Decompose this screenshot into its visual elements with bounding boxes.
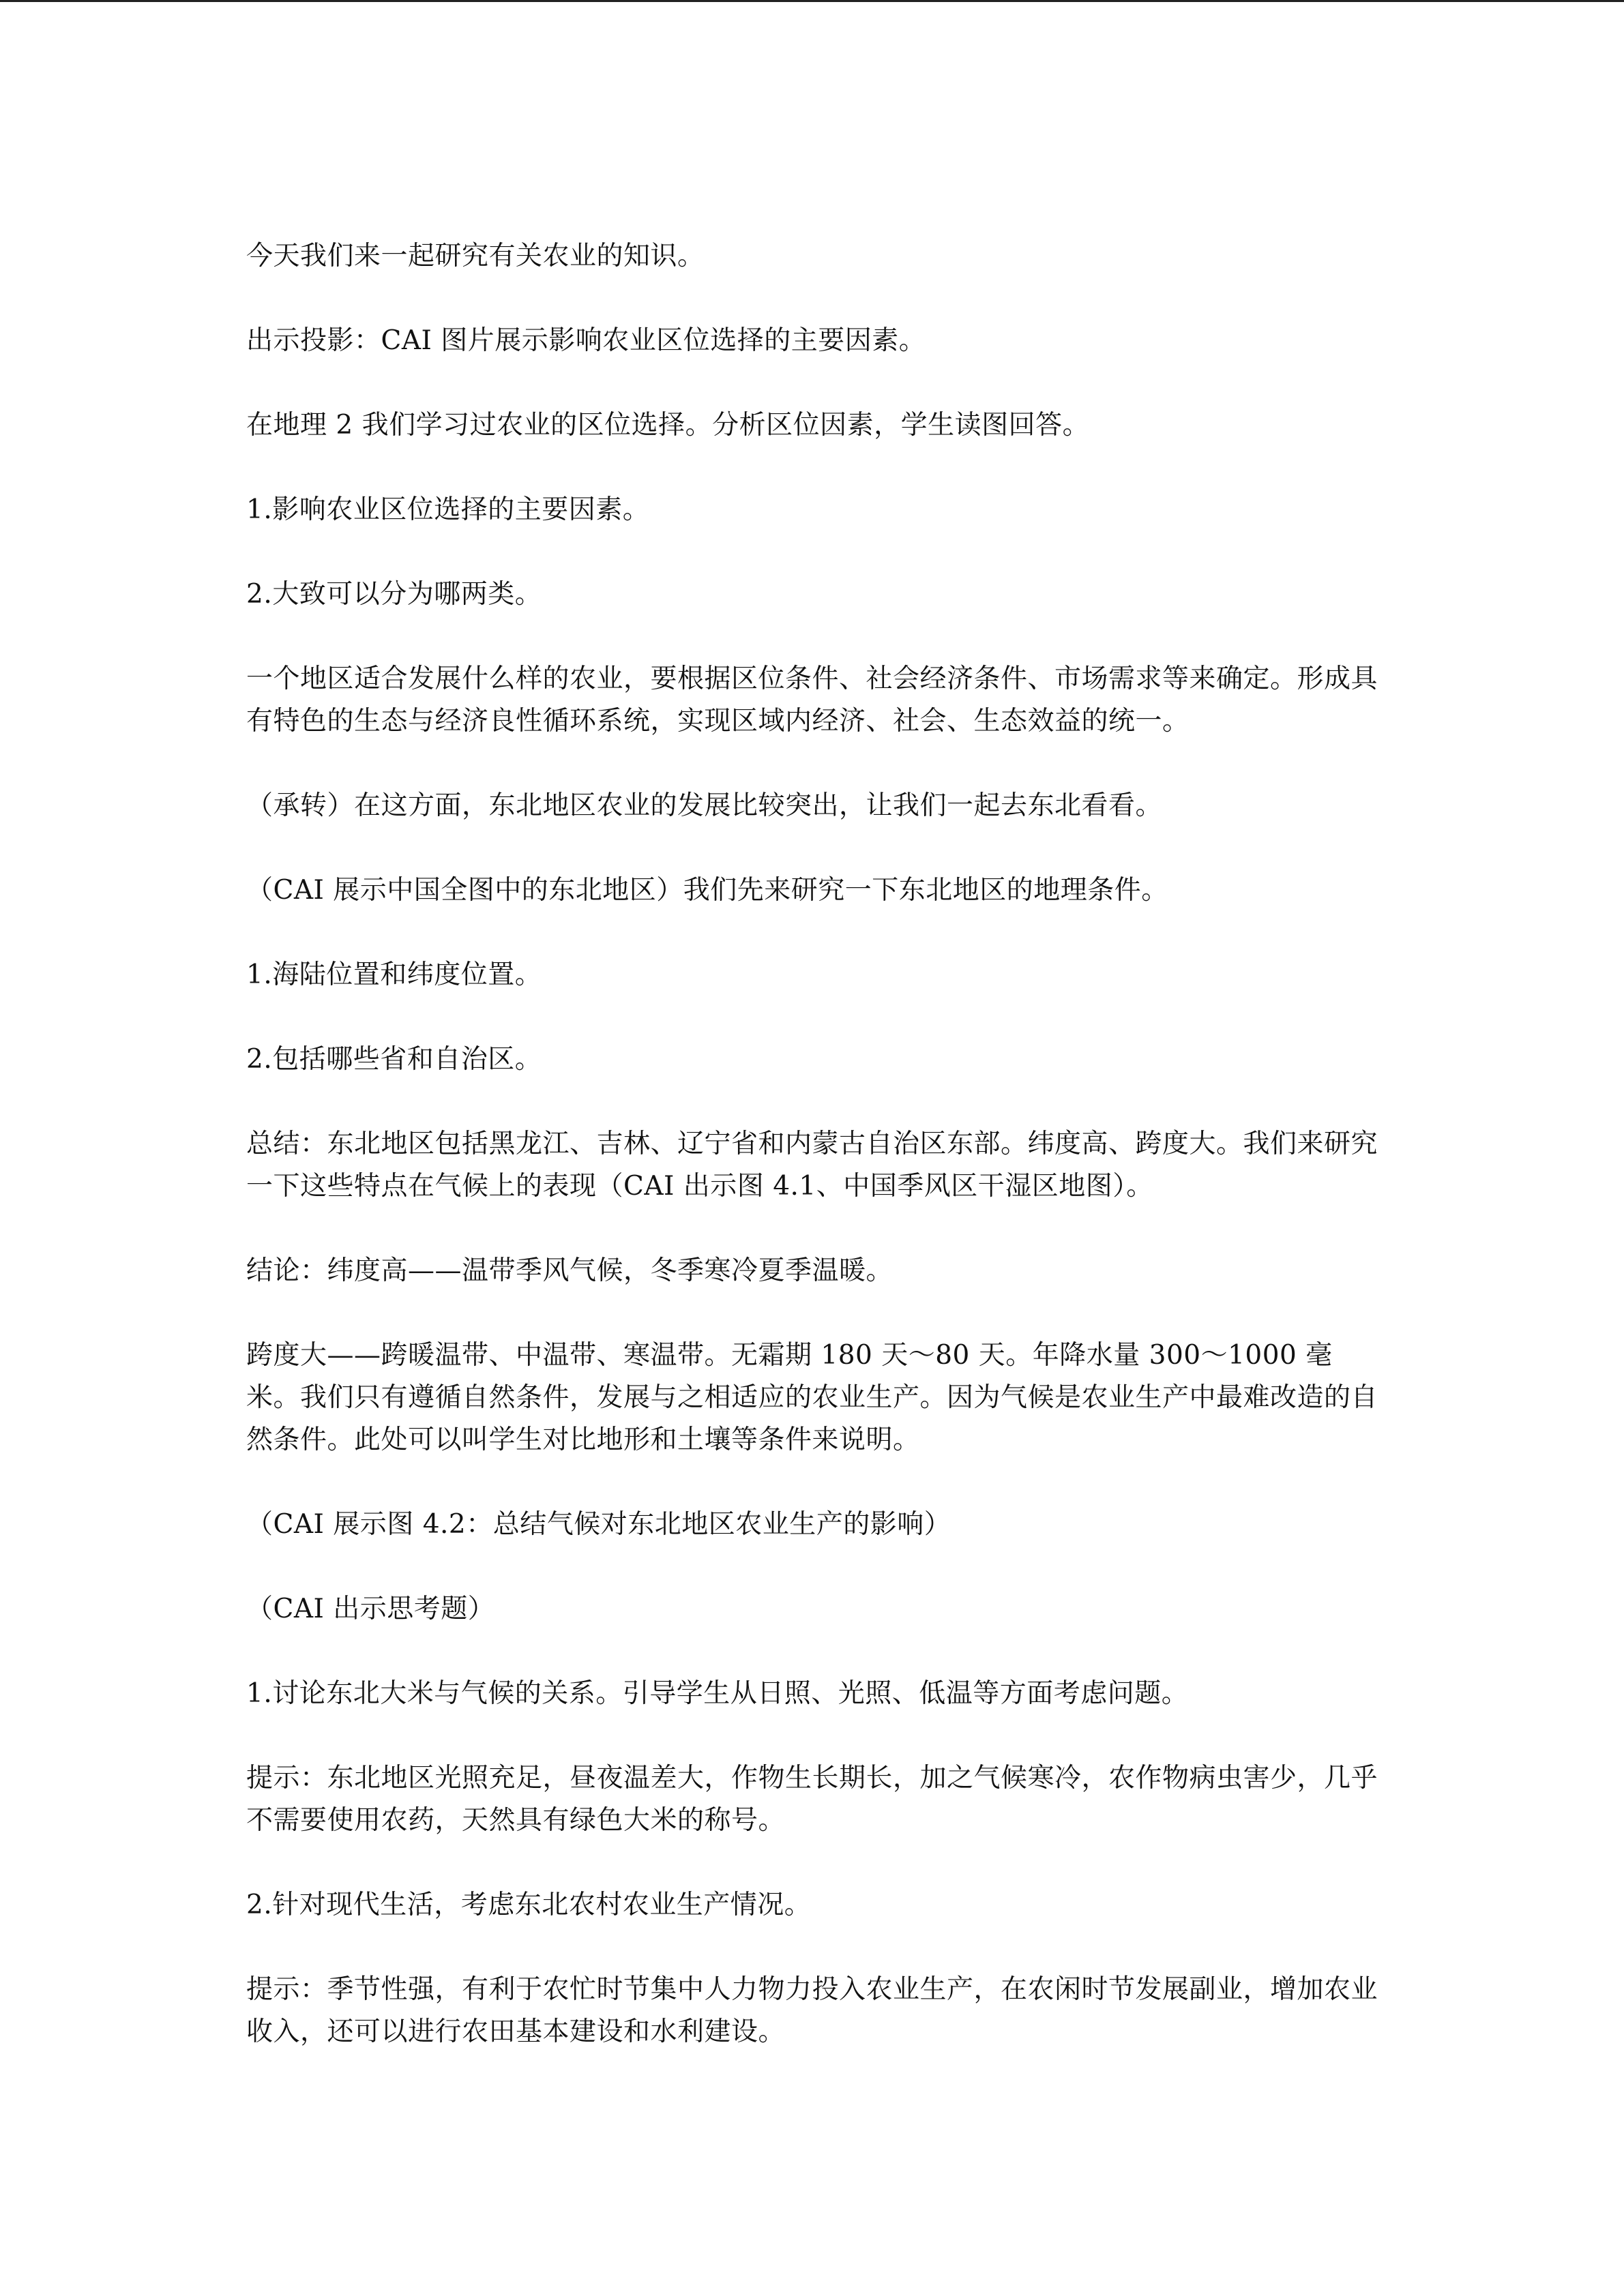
paragraph-review: 在地理 2 我们学习过农业的区位选择。分析区位因素，学生读图回答。 bbox=[246, 410, 1090, 441]
paragraph-northeast-map: （CAI 展示中国全图中的东北地区）我们先来研究一下东北地区的地理条件。 bbox=[246, 875, 1168, 906]
paragraph-location: 1.海陆位置和纬度位置。 bbox=[246, 959, 542, 990]
paragraph-question-2: 2.大致可以分为哪两类。 bbox=[246, 579, 542, 610]
paragraph-projection: 出示投影：CAI 图片展示影响农业区位选择的主要因素。 bbox=[246, 325, 926, 356]
paragraph-think-questions: （CAI 出示思考题） bbox=[246, 1594, 495, 1624]
paragraph-rice-hint: 提示：东北地区光照充足，昼夜温差大，作物生长期长，加之气候寒冷，农作物病虫害少，几乎不需要使用农药，天然具有绿色大米的称号。 bbox=[246, 1763, 1378, 1836]
paragraph-intro: 今天我们来一起研究有关农业的知识。 bbox=[246, 241, 705, 271]
paragraph-transition: （承转）在这方面，东北地区农业的发展比较突出，让我们一起去东北看看。 bbox=[246, 790, 1163, 821]
paragraph-region-agriculture: 一个地区适合发展什么样的农业，要根据区位条件、社会经济条件、市场需求等来确定。形成具有特色的生态与经济良性循环系统，实现区域内经济、社会、生态效益的统一。 bbox=[246, 664, 1378, 736]
paragraph-conclusion: 结论：纬度高——温带季风气候，冬季寒冷夏季温暖。 bbox=[246, 1255, 894, 1286]
paragraph-modern-life: 2.针对现代生活，考虑东北农村农业生产情况。 bbox=[246, 1890, 812, 1920]
page-top-border bbox=[0, 0, 1624, 2]
paragraph-question-1: 1.影响农业区位选择的主要因素。 bbox=[246, 494, 650, 525]
paragraph-summary: 总结：东北地区包括黑龙江、吉林、辽宁省和内蒙古自治区东部。纬度高、跨度大。我们来研究一下这些特点在气候上的表现（CAI 出示图 4.1、中国季风区干湿区地图）。 bbox=[246, 1129, 1378, 1202]
paragraph-figure-4-2: （CAI 展示图 4.2：总结气候对东北地区农业生产的影响） bbox=[246, 1509, 951, 1540]
paragraph-provinces: 2.包括哪些省和自治区。 bbox=[246, 1044, 542, 1075]
document-body bbox=[246, 235, 1378, 2096]
paragraph-season-hint: 提示：季节性强，有利于农忙时节集中人力物力投入农业生产，在农闲时节发展副业，增加农业收入，还可以进行农田基本建设和水利建设。 bbox=[246, 1974, 1378, 2047]
paragraph-span: 跨度大——跨暖温带、中温带、寒温带。无霜期 180 天～80 天。年降水量 300～1000 毫米。我们只有遵循自然条件，发展与之相适应的农业生产。因为气候是农业生产中最难改造的自然条件。此处可以叫学生对比地形和土壤等条件来说明。 bbox=[246, 1340, 1378, 1455]
paragraph-rice-discussion: 1.讨论东北大米与气候的关系。引导学生从日照、光照、低温等方面考虑问题。 bbox=[246, 1678, 1189, 1709]
